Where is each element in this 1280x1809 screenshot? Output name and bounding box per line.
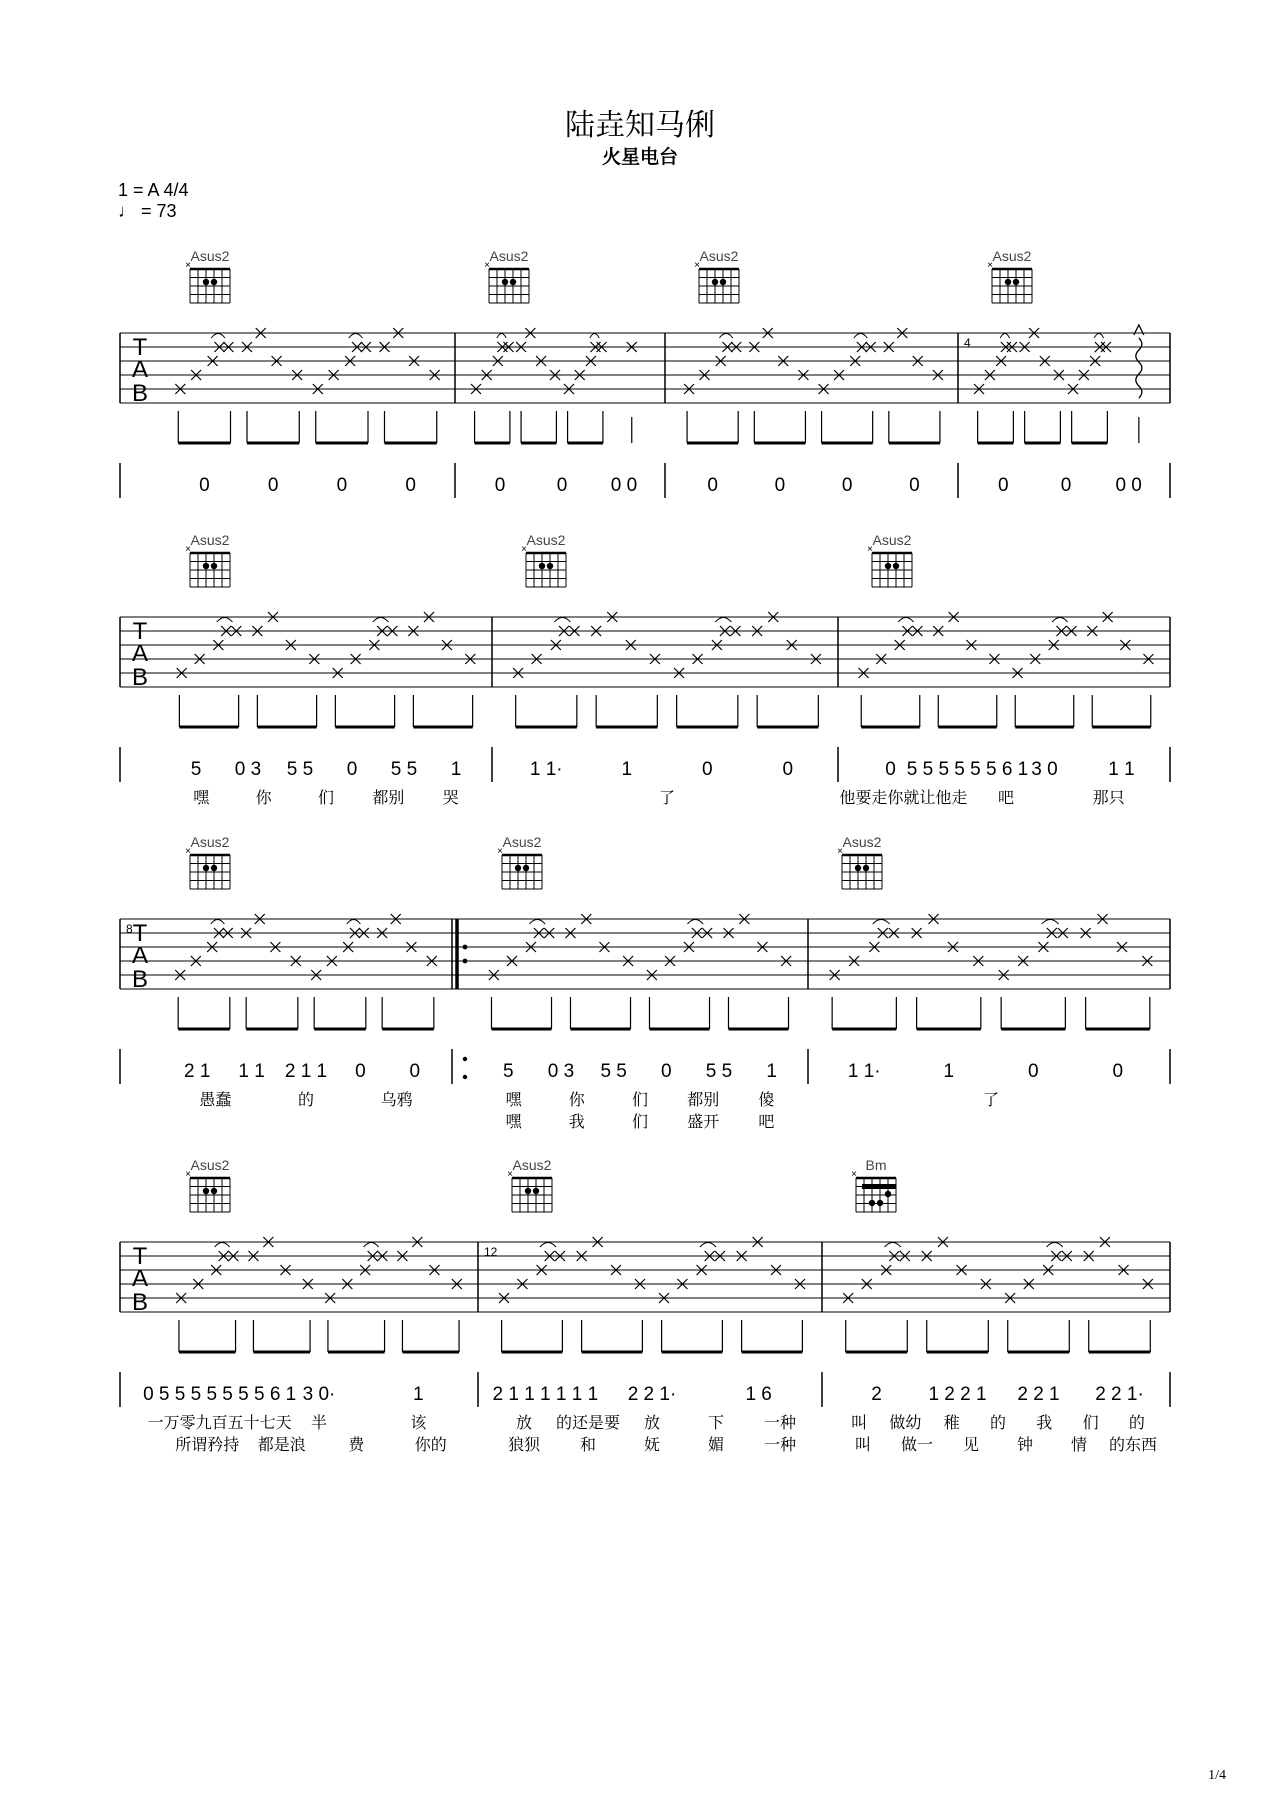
muted-string-mark: × (185, 544, 191, 555)
numbered-note: 2 (871, 1384, 882, 1405)
tab-clef-letter: B (131, 664, 149, 691)
tie-arc (497, 334, 506, 339)
lyric-line-1: 我 (1036, 1415, 1053, 1432)
tie-arc (885, 1243, 901, 1248)
asus2-chord-diagram-icon (872, 553, 912, 587)
lyric-line-1: 一种 (763, 1415, 797, 1432)
tie-arc (873, 920, 890, 925)
tie-arc (211, 920, 225, 925)
tie-arc (719, 334, 732, 339)
lyric-line-1: 们 (317, 790, 335, 807)
tab-clef-letter: T (132, 334, 148, 361)
finger-dot (855, 865, 861, 871)
measure-number: 12 (484, 1245, 498, 1259)
lyric-line-2: 情 (1070, 1437, 1088, 1454)
chord-name: Asus2 (190, 532, 230, 548)
tab-clef-letter: T (132, 920, 148, 947)
lyric-line-2: 我 (568, 1114, 585, 1131)
numbered-note: 3 0· (302, 1384, 336, 1405)
muted-string-mark: × (185, 260, 191, 271)
numbered-note: 0 (346, 759, 358, 780)
numbered-note: 0 0 (1115, 475, 1142, 496)
bm-chord-diagram-icon (856, 1178, 896, 1212)
lyric-line-1: 你 (255, 790, 272, 807)
lyric-line-1: 傻 (758, 1092, 775, 1109)
numbered-note: 0 (661, 1061, 672, 1082)
numbered-note: 1 1· (529, 759, 563, 780)
muted-string-mark: × (837, 846, 843, 857)
lyric-line-1: 的 (297, 1092, 315, 1109)
numbered-note: 0 (782, 759, 794, 780)
asus2-chord-diagram-icon (190, 553, 230, 587)
muted-string-mark: × (507, 1169, 513, 1180)
numbered-note: 5 5 5 5 5 5 6 1 (906, 759, 1029, 780)
numbered-note: 0 (336, 475, 348, 496)
lyric-line-2: 的东西 (1108, 1437, 1158, 1454)
chord-name: Asus2 (190, 1157, 230, 1173)
repeat-dot-icon (463, 1075, 467, 1079)
numbered-note: 0 (1060, 475, 1072, 496)
lyric-line-2: 和 (579, 1437, 597, 1454)
muted-string-mark: × (521, 544, 527, 555)
key-signature: 1 = A 4/4 (118, 180, 189, 200)
muted-string-mark: × (484, 260, 490, 271)
tie-arc (554, 618, 570, 623)
numbered-note: 0 (998, 475, 1009, 496)
asus2-chord-diagram-icon (489, 269, 529, 303)
asus2-chord-diagram-icon (699, 269, 739, 303)
tie-arc (215, 1243, 230, 1248)
numbered-note: 0 (405, 475, 416, 496)
numbered-note: 0 (774, 475, 786, 496)
tie-arc (347, 920, 361, 925)
lyric-line-2: 都是浪 (257, 1437, 306, 1454)
lyric-line-2: 叫 (854, 1437, 872, 1454)
repeat-dot-icon (463, 1057, 467, 1061)
tie-arc (1052, 618, 1067, 623)
numbered-note: 5 (190, 759, 202, 780)
numbered-note: 5 (503, 1061, 514, 1082)
numbered-note: 1 1 (238, 1061, 265, 1082)
lyric-line-1: 那只 (1092, 790, 1125, 807)
lyric-line-1: 都别 (372, 790, 405, 807)
numbered-note: 3 0 (1031, 759, 1058, 780)
page-number: 1/4 (1208, 1768, 1226, 1783)
numbered-note: 0 (199, 475, 210, 496)
finger-dot (877, 1200, 883, 1206)
lyric-line-1: 的 (1128, 1415, 1145, 1432)
numbered-note: 1 (943, 1061, 955, 1082)
tie-arc (529, 920, 545, 925)
lyric-line-1: 放 (515, 1415, 533, 1432)
numbered-note: 0 3 (547, 1061, 575, 1082)
numbered-note: 5 5 (390, 759, 418, 780)
numbered-note: 0 (1112, 1061, 1124, 1082)
tie-arc (715, 618, 731, 623)
numbered-note: 0 (701, 759, 713, 780)
lyric-line-1: 们 (631, 1092, 649, 1109)
measure-number: 4 (964, 336, 971, 350)
lyric-line-2: 所谓矜持 (175, 1437, 240, 1454)
finger-dot (203, 1188, 209, 1194)
muted-string-mark: × (185, 846, 191, 857)
finger-dot (211, 279, 217, 285)
numbered-note: 2 1 1 (284, 1061, 328, 1082)
lyric-line-1: 下 (707, 1415, 725, 1432)
tie-arc (373, 618, 389, 623)
numbered-note: 0 (841, 475, 853, 496)
lyric-line-2: 们 (631, 1114, 649, 1131)
lyric-line-2: 盛开 (687, 1114, 720, 1131)
finger-dot (515, 865, 521, 871)
asus2-chord-diagram-icon (512, 1178, 552, 1212)
numbered-note: 1 1· (847, 1061, 881, 1082)
lyric-line-2: 妩 (643, 1437, 661, 1454)
tab-system (120, 919, 1170, 989)
finger-dot (203, 563, 209, 569)
chord-name: Asus2 (190, 248, 230, 264)
tie-arc (700, 1243, 716, 1248)
tab-clef-letter: A (131, 356, 149, 383)
numbered-note: 2 1 1 1 1 1 1 (492, 1384, 599, 1405)
finger-dot (1013, 279, 1019, 285)
quarter-note-icon: ♩ (118, 201, 136, 221)
muted-string-mark: × (497, 846, 503, 857)
numbered-note: 0 0 (610, 475, 638, 496)
asus2-chord-diagram-icon (502, 855, 542, 889)
finger-dot (211, 563, 217, 569)
tab-clef-letter: T (132, 618, 148, 645)
finger-dot (523, 865, 529, 871)
lyric-line-1: 你 (568, 1092, 585, 1109)
chord-name: Asus2 (872, 532, 912, 548)
lyric-line-1: 了 (658, 790, 676, 807)
repeat-dot-icon (463, 959, 468, 964)
lyric-line-1: 愚蠢 (199, 1092, 232, 1109)
asus2-chord-diagram-icon (190, 855, 230, 889)
numbered-note: 5 5 (600, 1061, 627, 1082)
numbered-note: 0 (267, 475, 279, 496)
numbered-note: 5 5 (286, 759, 314, 780)
finger-dot (533, 1188, 539, 1194)
tie-arc (540, 1243, 556, 1248)
numbered-note: 1 (621, 759, 633, 780)
tab-system (120, 1242, 1170, 1312)
finger-dot (211, 1188, 217, 1194)
muted-string-mark: × (851, 1169, 857, 1180)
asus2-chord-diagram-icon (190, 269, 230, 303)
chord-name: Asus2 (512, 1157, 552, 1173)
lyric-line-2: 狼狈 (507, 1437, 541, 1454)
barre-mark (862, 1184, 896, 1189)
numbered-note: 1 2 2 1 (928, 1384, 987, 1405)
finger-dot (720, 279, 726, 285)
tie-arc (854, 334, 867, 339)
lyric-line-1: 做幼 (889, 1415, 922, 1432)
finger-dot (885, 1191, 891, 1197)
numbered-note: 0 (1027, 1061, 1039, 1082)
measure-number: 8 (126, 922, 133, 936)
numbered-note: 2 2 1· (1095, 1384, 1144, 1405)
finger-dot (539, 563, 545, 569)
asus2-chord-diagram-icon (190, 1178, 230, 1212)
finger-dot (211, 865, 217, 871)
tie-arc (898, 618, 913, 623)
tab-clef-letter: B (131, 380, 149, 407)
tab-clef-letter: B (131, 966, 149, 993)
tie-arc (1047, 1243, 1063, 1248)
finger-dot (203, 279, 209, 285)
tab-clef-letter: B (131, 1289, 149, 1316)
numbered-note: 0 (556, 475, 568, 496)
tie-arc (364, 1243, 379, 1248)
tie-arc (1000, 334, 1009, 339)
tie-arc (349, 334, 363, 339)
lyric-line-1: 该 (410, 1415, 427, 1432)
numbered-note: 0 (909, 475, 920, 496)
tab-clef-letter: T (132, 1243, 148, 1270)
lyric-line-2: 费 (348, 1437, 365, 1454)
tie-arc (687, 920, 703, 925)
lyric-line-2: 嘿 (505, 1114, 522, 1131)
chord-name: Asus2 (842, 834, 882, 850)
numbered-note: 1 6 (745, 1384, 772, 1405)
numbered-note: 0 3 (234, 759, 262, 780)
chord-name: Asus2 (526, 532, 566, 548)
tie-arc (1094, 334, 1103, 339)
lyric-line-2: 媚 (707, 1437, 725, 1454)
lyric-line-2: 见 (962, 1437, 980, 1454)
lyric-line-2: 吧 (758, 1114, 775, 1131)
finger-dot (712, 279, 718, 285)
tab-clef-letter: A (131, 1265, 149, 1292)
finger-dot (885, 563, 891, 569)
muted-string-mark: × (987, 260, 993, 271)
numbered-note: 2 1 (183, 1061, 211, 1082)
finger-dot (525, 1188, 531, 1194)
chord-name: Asus2 (992, 248, 1032, 264)
tab-clef-letter: A (131, 942, 149, 969)
muted-string-mark: × (185, 1169, 191, 1180)
lyric-line-1: 叫 (851, 1415, 868, 1432)
finger-dot (502, 279, 508, 285)
lyric-line-1: 哭 (442, 790, 459, 807)
lyric-line-1: 了 (982, 1092, 1000, 1109)
finger-dot (1005, 279, 1011, 285)
chord-name: Asus2 (699, 248, 739, 264)
tie-arc (590, 334, 599, 339)
numbered-note: 1 (450, 759, 462, 780)
lyric-line-1: 半 (310, 1415, 328, 1432)
finger-dot (547, 563, 553, 569)
muted-string-mark: × (694, 260, 700, 271)
tab-clef-letter: A (131, 640, 149, 667)
lyric-line-1: 嘿 (193, 790, 210, 807)
finger-dot (869, 1200, 875, 1206)
lyric-line-2: 一种 (763, 1437, 797, 1454)
asus2-chord-diagram-icon (526, 553, 566, 587)
chord-name: Asus2 (502, 834, 542, 850)
finger-dot (203, 865, 209, 871)
asus2-chord-diagram-icon (842, 855, 882, 889)
lyric-line-1: 稚 (943, 1415, 960, 1432)
tempo-value: = 73 (141, 201, 177, 221)
lyric-line-1: 他要走你就让他走 (839, 790, 968, 807)
numbered-note: 0 (355, 1061, 366, 1082)
numbered-note: 2 2 1· (627, 1384, 677, 1405)
numbered-note: 1 (766, 1061, 777, 1082)
numbered-note: 2 2 1 (1017, 1384, 1060, 1405)
tab-system (120, 333, 1170, 403)
lyric-line-1: 的 (989, 1415, 1007, 1432)
numbered-note: 1 (413, 1384, 424, 1405)
finger-dot (510, 279, 516, 285)
numbered-note: 0 (885, 759, 896, 780)
chord-name: Asus2 (489, 248, 529, 264)
numbered-note: 0 (409, 1061, 421, 1082)
tie-arc (217, 618, 233, 623)
lyric-line-1: 们 (1082, 1415, 1099, 1432)
numbered-note: 5 5 (705, 1061, 733, 1082)
tab-system (120, 617, 1170, 687)
tie-arc (211, 334, 225, 339)
lyric-line-1: 放 (643, 1415, 661, 1432)
repeat-dot-icon (463, 945, 468, 950)
lyric-line-1: 吧 (997, 790, 1015, 807)
chord-name: Asus2 (190, 834, 230, 850)
finger-dot (863, 865, 869, 871)
lyric-line-1: 都别 (687, 1092, 720, 1109)
numbered-note: 1 1 (1108, 759, 1135, 780)
tie-arc (1042, 920, 1059, 925)
lyric-line-1: 乌鸦 (380, 1092, 413, 1109)
lyric-line-2: 你的 (414, 1437, 447, 1454)
numbered-note: 0 (494, 475, 506, 496)
artist-name: 火星电台 (601, 146, 678, 168)
lyric-line-2: 做一 (900, 1437, 934, 1454)
numbered-note: 0 (707, 475, 718, 496)
song-title: 陆垚知马俐 (565, 108, 715, 143)
finger-dot (893, 563, 899, 569)
numbered-note: 0 5 5 5 5 5 5 5 6 1 (143, 1384, 297, 1405)
chord-name: Bm (865, 1157, 887, 1173)
lyric-line-1: 嘿 (505, 1092, 522, 1109)
muted-string-mark: × (867, 544, 873, 555)
lyric-line-2: 钟 (1016, 1437, 1034, 1454)
lyric-line-1: 的还是要 (555, 1415, 621, 1432)
asus2-chord-diagram-icon (992, 269, 1032, 303)
lyric-line-1: 一万零九百五十七天 (147, 1415, 292, 1432)
